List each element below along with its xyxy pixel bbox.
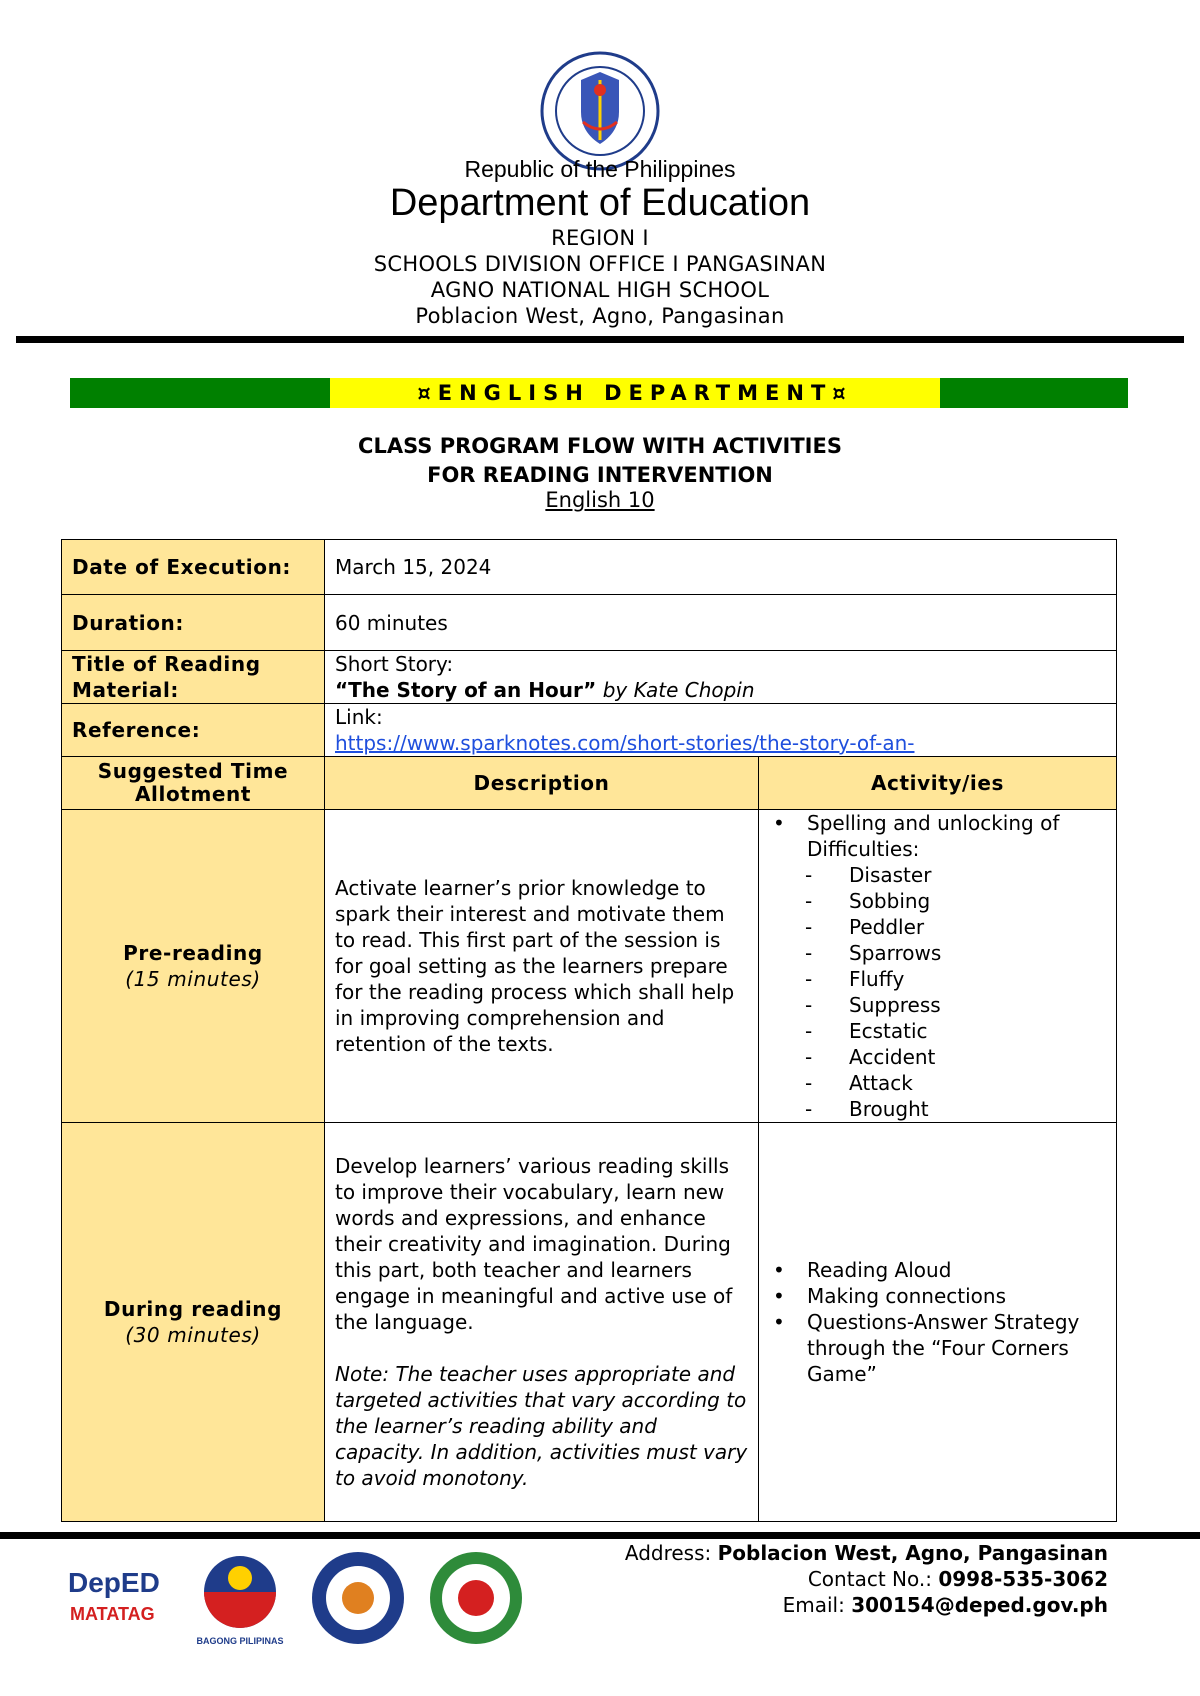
table-row [62, 1123, 1117, 1522]
stage-note: Note: The teacher uses appropriate and targeted activities that vary according to the learner’s reading ability and capacity. In addition, activities must vary to avoid monotony. [335, 1362, 748, 1490]
school-location: Poblacion West, Agno, Pangasinan [415, 304, 785, 328]
dash-icon: - [805, 863, 813, 887]
division-text: SCHOOLS DIVISION OFFICE I PANGASINAN [373, 252, 827, 276]
table-row [62, 540, 1117, 595]
date-label: Date of Execution: [62, 540, 325, 595]
table-row [62, 651, 1117, 704]
stage-cell [62, 1123, 325, 1522]
stage-cell [62, 810, 325, 1123]
reference-cell [325, 704, 1117, 757]
vocab-word: Accident [849, 1045, 936, 1069]
deped-logo-text: DepED [68, 1567, 160, 1598]
reference-link-label: Link: [335, 705, 383, 729]
list-item [769, 1096, 1106, 1122]
dash-icon: - [805, 1097, 813, 1121]
list-item [769, 1283, 1106, 1309]
table-row [62, 595, 1117, 651]
stage-name: Pre-reading [123, 941, 263, 965]
list-item [769, 888, 1106, 914]
list-item [769, 940, 1106, 966]
document-title [0, 432, 1200, 490]
list-item [769, 862, 1106, 888]
column-header-activities: Activity/ies [759, 757, 1117, 810]
bagong-pilipinas-text: BAGONG PILIPINAS [196, 1636, 284, 1646]
email-line [625, 1592, 1108, 1618]
column-header-time: Suggested Time Allotment [62, 757, 325, 810]
list-item [769, 1257, 1106, 1283]
footer-divider [0, 1532, 1200, 1539]
bagong-pilipinas-logo [196, 1556, 283, 1646]
header-divider [16, 336, 1184, 343]
activities-cell [759, 810, 1117, 1123]
division-seal-logo [312, 1552, 404, 1644]
material-cell [325, 651, 1117, 704]
vocab-word: Fluffy [849, 967, 905, 991]
vocab-word: Sobbing [849, 889, 931, 913]
vocab-word: Attack [849, 1071, 913, 1095]
activity-text: Spelling and unlocking of Difficulties: [807, 811, 1060, 861]
dash-icon: - [805, 1071, 813, 1095]
table-row [62, 810, 1117, 1123]
list-item [769, 1309, 1106, 1387]
stage-name: During reading [103, 1297, 283, 1321]
activity-text: Making connections [807, 1284, 1006, 1308]
vocab-word: Suppress [849, 993, 941, 1017]
bullet-icon: • [773, 1284, 785, 1308]
duration-value: 60 minutes [325, 595, 1117, 651]
list-item [769, 992, 1106, 1018]
title-line-1: CLASS PROGRAM FLOW WITH ACTIVITIES [358, 434, 842, 458]
contact-line [625, 1566, 1108, 1592]
stage-description: Develop learners’ various reading skills to improve their vocabulary, learn new words and expressions, and enhance their creativity and imagination. During this part, both teacher and learners engage in meaningful and active use of the language. [335, 1154, 733, 1334]
reference-link[interactable]: https://www.sparknotes.com/short-stories/the-story-of-an- [335, 731, 915, 755]
stage-description: Activate learner’s prior knowledge to spark their interest and motivate them to read. This first part of the session is for goal setting as the learners prepare for the reading process which shall help in improving comprehension and retention of the texts. [325, 810, 759, 1123]
subject-title: English 10 [545, 488, 655, 512]
material-author: by Kate Chopin [602, 678, 755, 702]
class-program-table [61, 539, 1117, 1522]
republic-text: Republic of the Philippines [464, 156, 736, 182]
material-label: Title of Reading Material: [62, 651, 325, 704]
bullet-icon: • [773, 1310, 785, 1334]
deped-seal-logo [539, 50, 661, 172]
list-item [769, 1044, 1106, 1070]
footer-logos [68, 1544, 538, 1656]
vocab-word: Ecstatic [849, 1019, 928, 1043]
activity-text: Reading Aloud [807, 1258, 952, 1282]
dash-icon: - [805, 941, 813, 965]
dash-icon: - [805, 1045, 813, 1069]
table-row [62, 704, 1117, 757]
title-line-2: FOR READING INTERVENTION [427, 463, 773, 487]
school-name: AGNO NATIONAL HIGH SCHOOL [430, 278, 770, 302]
contact-label: Contact No.: [807, 1567, 939, 1591]
school-seal-logo [430, 1552, 522, 1644]
stage-time: (15 minutes) [125, 967, 261, 991]
contact-value: 0998-535-3062 [938, 1567, 1108, 1591]
vocab-word: Peddler [849, 915, 925, 939]
stage-time: (30 minutes) [125, 1323, 261, 1347]
list-item [769, 810, 1106, 862]
bullet-icon: • [773, 811, 785, 835]
region-text: REGION I [551, 226, 649, 250]
reference-label: Reference: [62, 704, 325, 757]
department-banner [70, 378, 1128, 408]
list-item [769, 966, 1106, 992]
dash-icon: - [805, 889, 813, 913]
dash-icon: - [805, 1019, 813, 1043]
dash-icon: - [805, 993, 813, 1017]
address-line [625, 1540, 1108, 1566]
dash-icon: - [805, 915, 813, 939]
list-item [769, 1018, 1106, 1044]
list-item [769, 914, 1106, 940]
email-label: Email: [782, 1593, 852, 1617]
department-title: Department of Education [389, 182, 811, 224]
material-title: “The Story of an Hour” [335, 678, 597, 702]
deped-matatag-logo [68, 1567, 160, 1624]
stage-description-cell [325, 1123, 759, 1522]
date-value: March 15, 2024 [325, 540, 1117, 595]
email-value[interactable]: 300154@deped.gov.ph [851, 1593, 1108, 1617]
list-item [769, 1070, 1106, 1096]
column-header-description: Description [325, 757, 759, 810]
table-header-row [62, 757, 1117, 810]
vocab-word: Disaster [849, 863, 932, 887]
address-value: Poblacion West, Agno, Pangasinan [717, 1541, 1108, 1565]
banner-label: ¤ENGLISH DEPARTMENT¤ [330, 378, 940, 408]
bullet-icon: • [773, 1258, 785, 1282]
address-label: Address: [624, 1541, 718, 1565]
contact-footer [625, 1540, 1108, 1618]
activity-text: Questions-Answer Strategy through the “Four Corners Game” [807, 1310, 1080, 1386]
matatag-logo-text: MATATAG [70, 1604, 155, 1624]
activities-cell [759, 1123, 1117, 1522]
material-title-line [335, 677, 1106, 703]
material-type: Short Story: [335, 652, 454, 676]
dash-icon: - [805, 967, 813, 991]
vocab-word: Brought [849, 1097, 929, 1121]
duration-label: Duration: [62, 595, 325, 651]
vocab-word: Sparrows [849, 941, 942, 965]
